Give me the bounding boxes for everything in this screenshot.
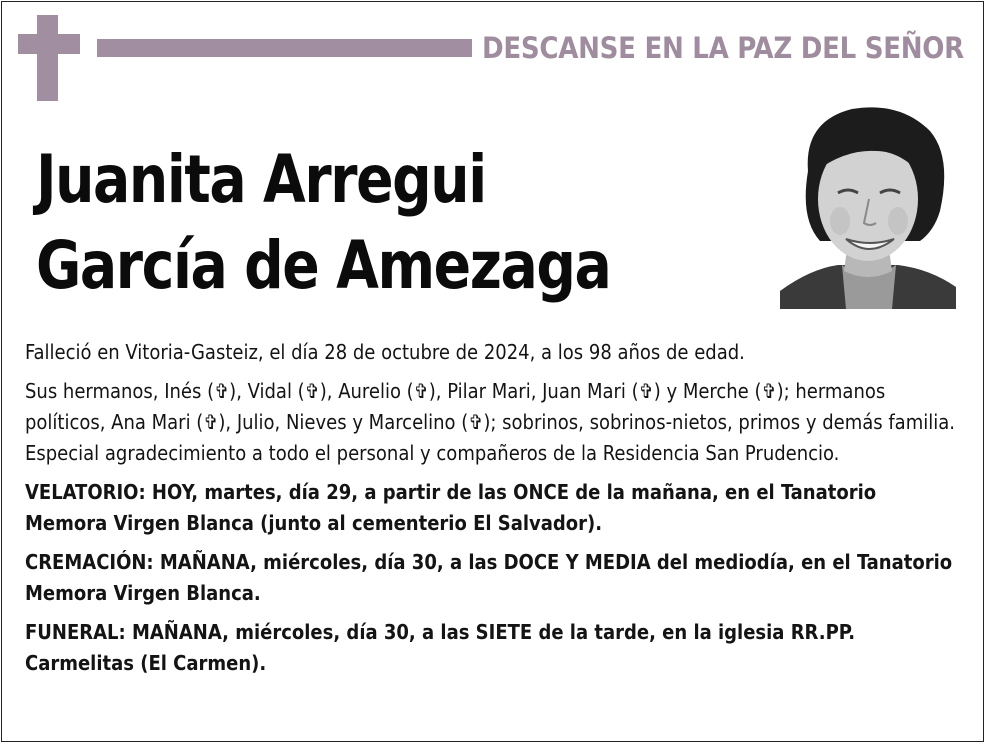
tagline: DESCANSE EN LA PAZ DEL SEÑOR — [482, 31, 964, 65]
cremacion-info: CREMACIÓN: MAÑANA, miércoles, día 30, a las DOCE Y MEDIA del mediodía, en el Tanatorio Memora Virgen Blanca. — [25, 550, 953, 605]
velatorio-info: VELATORIO: HOY, martes, día 29, a partir de las ONCE de la mañana, en el Tanatorio Memora Virgen Blanca (junto al cementerio El Salvador). — [25, 480, 877, 535]
portrait-photo — [780, 101, 956, 309]
death-notice: Falleció en Vitoria-Gasteiz, el día 28 de octubre de 2024, a los 98 años de edad. — [25, 340, 745, 364]
family-list: Sus hermanos, Inés (✞), Vidal (✞), Aurelio (✞), Pilar Mari, Juan Mari (✞) y Merche (✞); hermanos políticos, Ana Mari (✞), Julio, Nieves y Marcelino (✞); sobrinos, sobrinos-nietos, primos y demás familia. Especial agradecimiento a todo el personal y compañeros de la Residencia San Prudencio. — [25, 379, 955, 465]
header-rule — [97, 39, 472, 57]
notice-body — [25, 337, 960, 687]
deceased-name — [36, 136, 610, 308]
name-line-2: García de Amezaga — [36, 227, 611, 304]
funeral-info: FUNERAL: MAÑANA, miércoles, día 30, a las SIETE de la tarde, en la iglesia RR.PP. Carmelitas (El Carmen). — [25, 620, 856, 675]
name-line-1: Juanita Arregui — [36, 141, 486, 218]
